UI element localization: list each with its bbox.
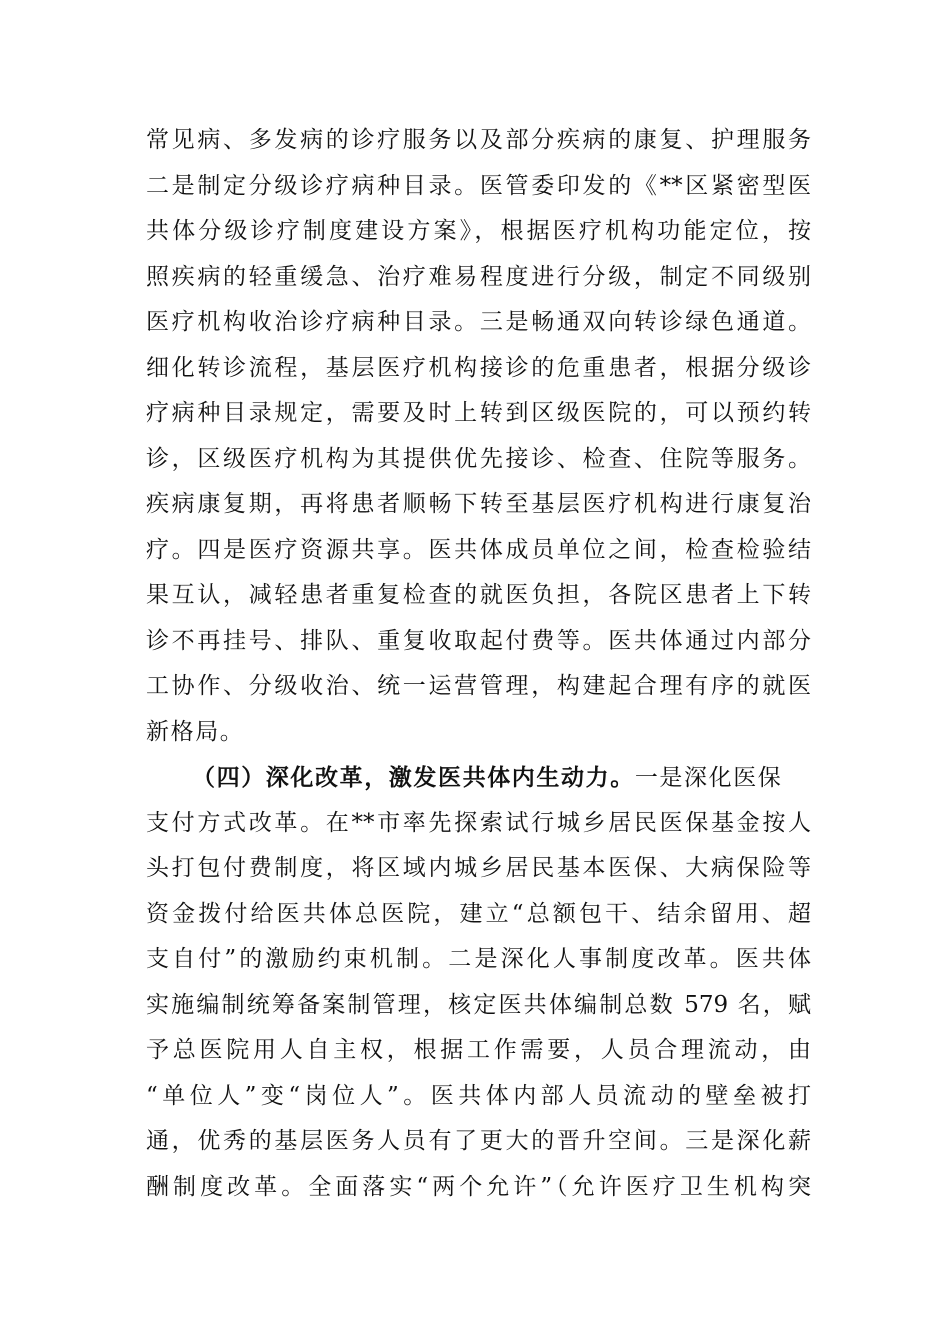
text-line-last: 新格局。 bbox=[146, 718, 245, 745]
text-line: 常见病、多发病的诊疗服务以及部分疾病的康复、护理服务 bbox=[146, 127, 811, 153]
text-line: 共体分级诊疗制度建设方案》，根据医疗机构功能定位，按 bbox=[146, 218, 811, 244]
heading-trailing-text: 一是深化医保 bbox=[634, 765, 783, 791]
text-line: 疾病康复期，再将患者顺畅下转至基层医疗机构进行康复治 bbox=[146, 491, 811, 517]
text-line: 支自付”的激励约束机制。二是深化人事制度改革。医共体 bbox=[146, 946, 811, 972]
text-line: 支付方式改革。在**市率先探索试行城乡居民医保基金按人 bbox=[146, 809, 811, 836]
document-body bbox=[146, 118, 811, 1210]
paragraph-first-line bbox=[146, 755, 811, 801]
text-line: 酬制度改革。全面落实“两个允许”（允许医疗卫生机构突 bbox=[146, 1173, 811, 1200]
text-line: 果互认，减轻患者重复检查的就医负担，各院区患者上下转 bbox=[146, 582, 811, 608]
text-line: “单位人”变“岗位人”。医共体内部人员流动的壁垒被打 bbox=[146, 1082, 811, 1109]
text-line: 实施编制统筹备案制管理，核定医共体编制总数 579 名，赋 bbox=[146, 991, 811, 1018]
text-line: 二是制定分级诊疗病种目录。医管委印发的《**区紧密型医 bbox=[146, 172, 811, 199]
text-line: 医疗机构收治诊疗病种目录。三是畅通双向转诊绿色通道。 bbox=[146, 309, 811, 335]
paragraph-continued bbox=[146, 118, 811, 755]
text-line: 通，优秀的基层医务人员有了更大的晋升空间。三是深化薪 bbox=[146, 1128, 811, 1154]
text-line: 资金拨付给医共体总医院，建立“总额包干、结余留用、超 bbox=[146, 900, 811, 927]
text-line: 疗。四是医疗资源共享。医共体成员单位之间，检查检验结 bbox=[146, 536, 811, 563]
text-line: 细化转诊流程，基层医疗机构接诊的危重患者，根据分级诊 bbox=[146, 354, 811, 381]
section-heading: （四）深化改革，激发医共体内生动力。 bbox=[192, 764, 635, 791]
text-line: 头打包付费制度，将区域内城乡居民基本医保、大病保险等 bbox=[146, 855, 811, 881]
text-line: 照疾病的轻重缓急、治疗难易程度进行分级，制定不同级别 bbox=[146, 263, 811, 290]
text-line: 疗病种目录规定，需要及时上转到区级医院的，可以预约转 bbox=[146, 400, 811, 426]
text-line: 诊不再挂号、排队、重复收取起付费等。医共体通过内部分 bbox=[146, 627, 811, 654]
paragraph-reform bbox=[146, 755, 811, 1210]
text-line: 工协作、分级收治、统一运营管理，构建起合理有序的就医 bbox=[146, 673, 811, 699]
text-line: 诊，区级医疗机构为其提供优先接诊、检查、住院等服务。 bbox=[146, 445, 811, 472]
text-line: 予总医院用人自主权，根据工作需要，人员合理流动，由 bbox=[146, 1037, 811, 1063]
